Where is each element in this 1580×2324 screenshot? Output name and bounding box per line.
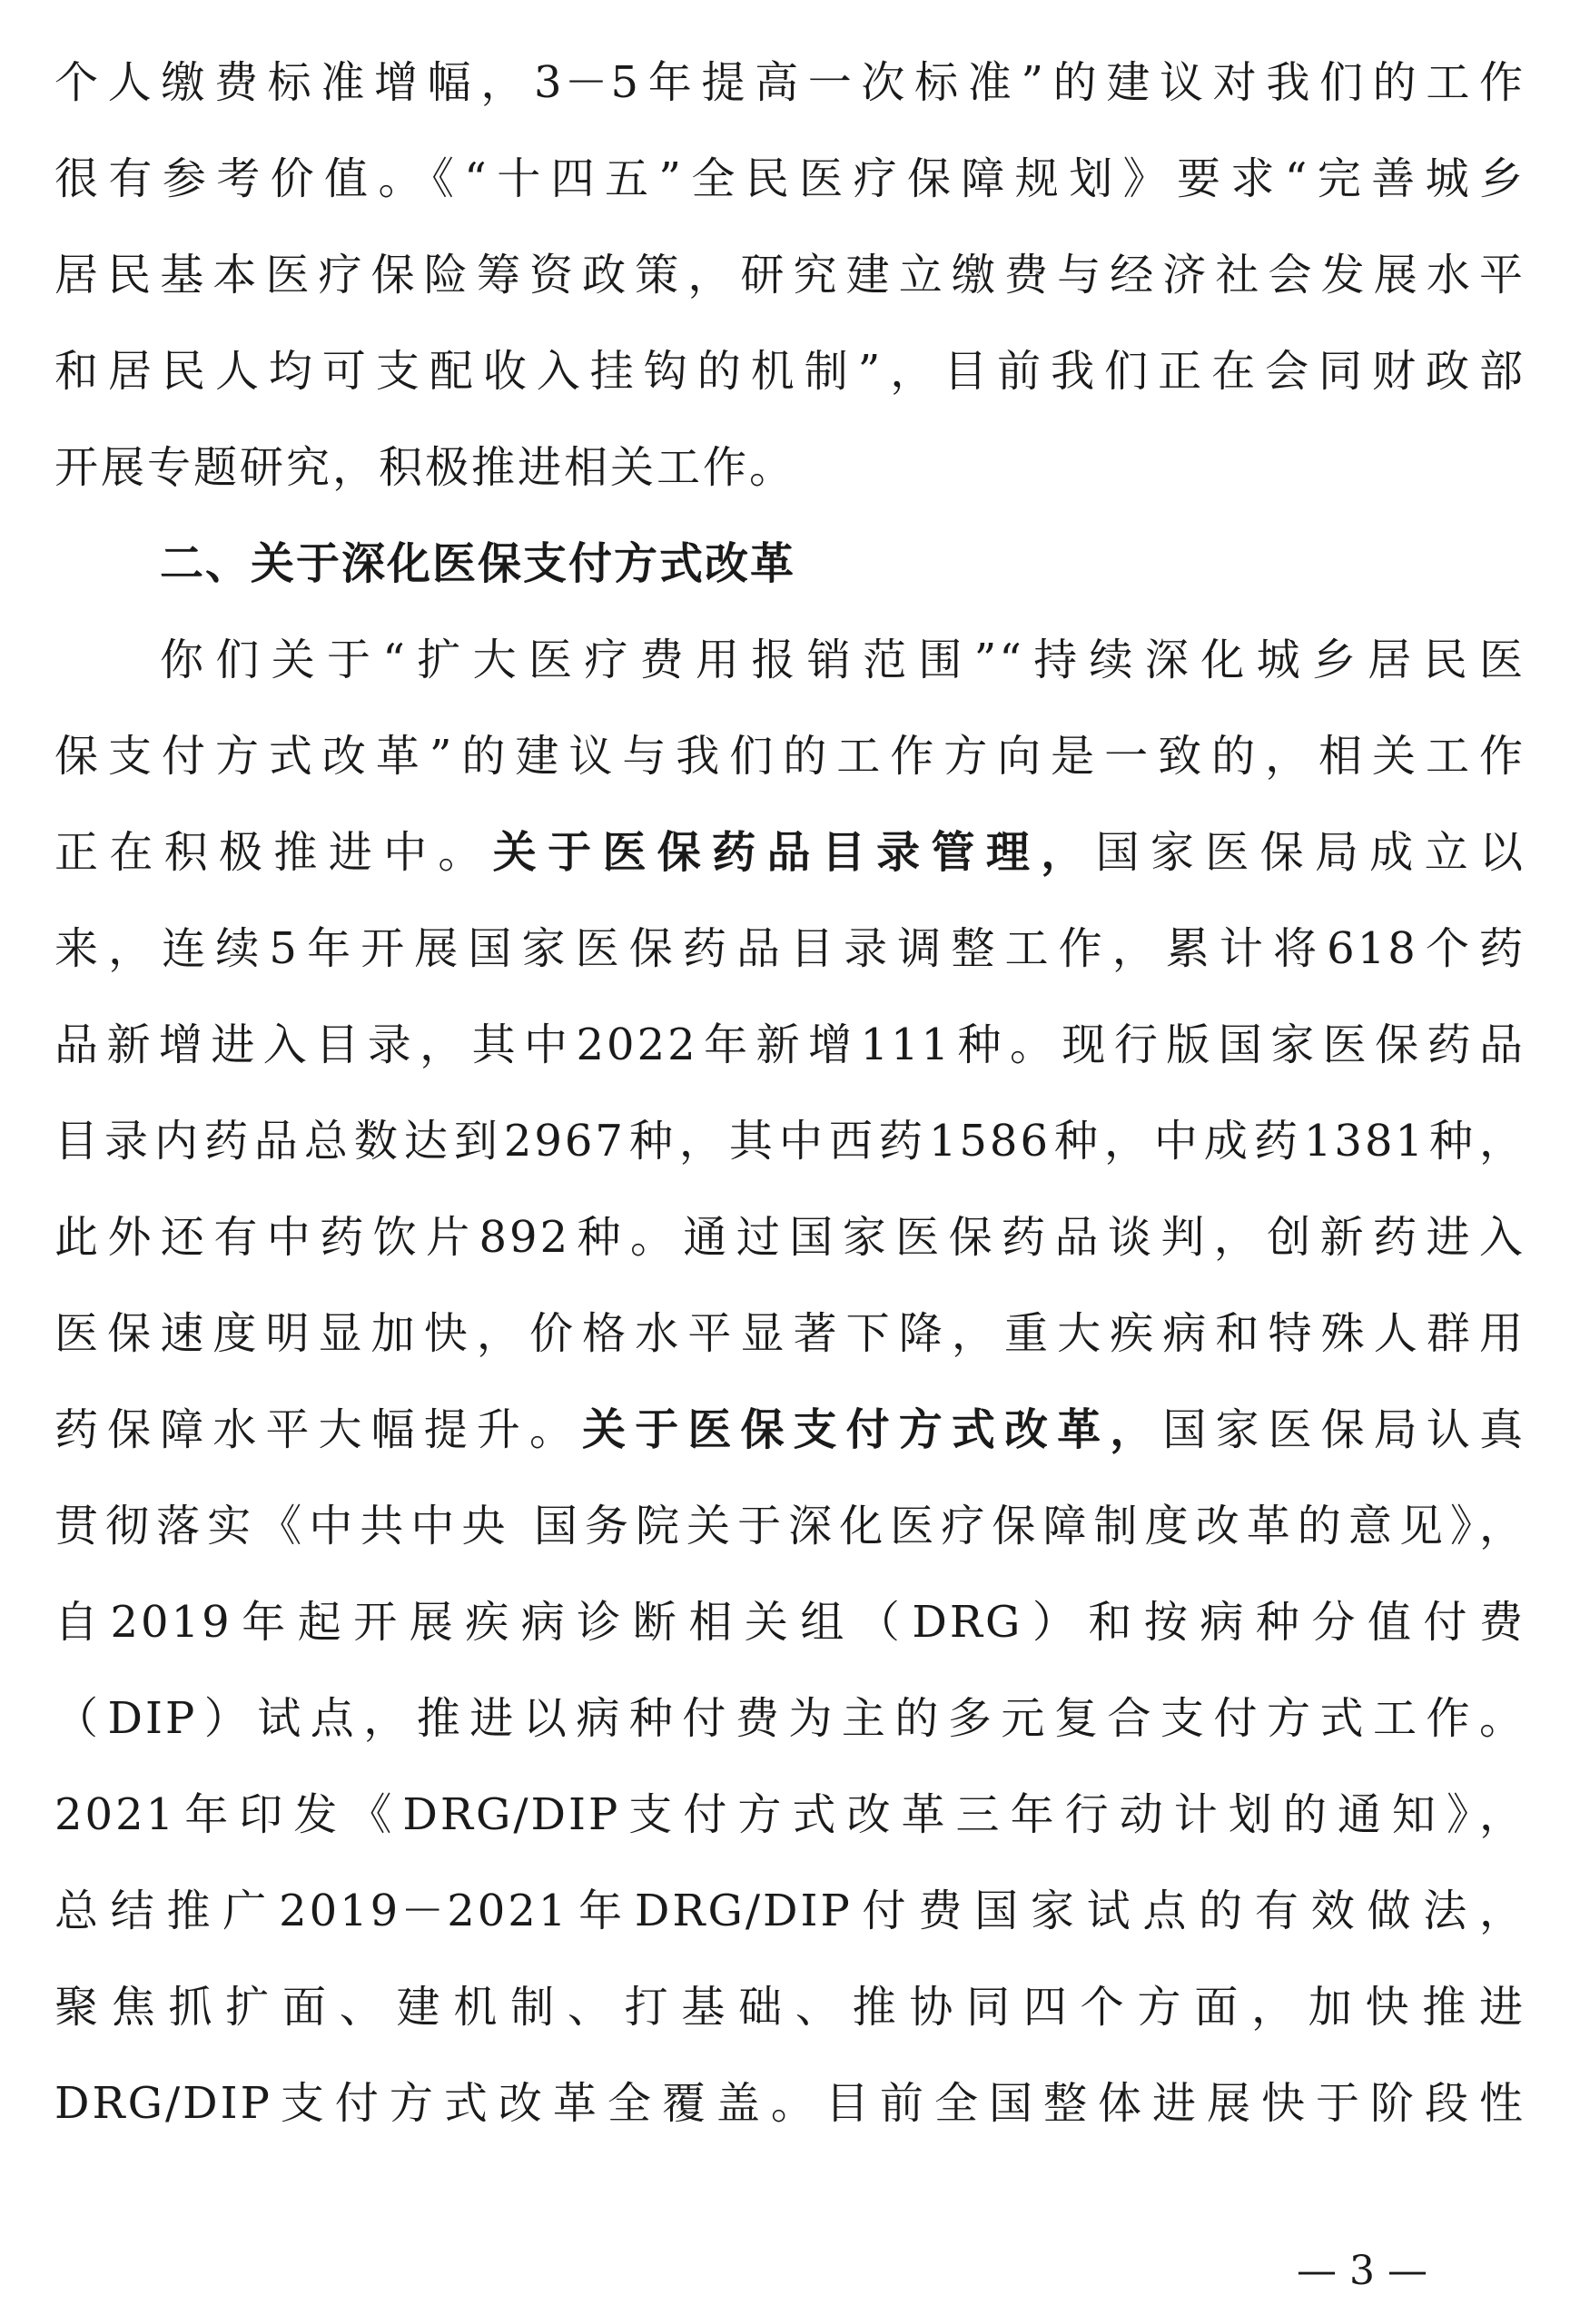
body-text: 药保障水平大幅提升。: [54, 1404, 583, 1455]
body-line: 自2019年起开展疾病诊断相关组（DRG）和按病种分值付费: [54, 1597, 1526, 1648]
body-line: DRG/DIP支付方式改革全覆盖。目前全国整体进展快于阶段性: [54, 2078, 1526, 2129]
body-line: 保支付方式改革”的建议与我们的工作方向是一致的，相关工作: [54, 731, 1526, 782]
body-text: 国家医保局认真: [1162, 1404, 1526, 1455]
body-text: 正在积极推进中。: [54, 827, 493, 878]
body-line: 聚焦抓扩面、建机制、打基础、推协同四个方面，加快推进: [54, 1982, 1526, 2033]
body-line: （DIP）试点，推进以病种付费为主的多元复合支付方式工作。: [54, 1693, 1526, 1744]
body-line: [54, 804, 1526, 901]
body-line: [54, 1382, 1526, 1478]
paragraph-first-line: 你们关于“扩大医疗费用报销范围”“持续深化城乡居民医: [160, 635, 1526, 685]
bold-inline-heading: 关于医保药品目录管理，: [492, 827, 1096, 878]
body-line: 贯彻落实《中共中央 国务院关于深化医疗保障制度改革的意见》，: [54, 1501, 1526, 1551]
bold-inline-heading: 关于医保支付方式改革，: [582, 1404, 1163, 1455]
body-line: 居民基本医疗保险筹资政策，研究建立缴费与经济社会发展水平: [54, 250, 1526, 300]
body-line: 此外还有中药饮片892种。通过国家医保药品谈判，创新药进入: [54, 1212, 1526, 1263]
body-line: 医保速度明显加快，价格水平显著下降，重大疾病和特殊人群用: [54, 1308, 1526, 1359]
body-text: 国家医保局成立以: [1095, 827, 1526, 878]
body-line: 总结推广2019－2021年DRG/DIP付费国家试点的有效做法，: [54, 1886, 1526, 1936]
body-line: 品新增进入目录，其中2022年新增111种。现行版国家医保药品: [54, 1019, 1526, 1070]
body-line: 个人缴费标准增幅，3－5年提高一次标准”的建议对我们的工作: [54, 57, 1526, 108]
body-line: 2021年印发《DRG/DIP支付方式改革三年行动计划的通知》，: [54, 1789, 1526, 1840]
body-line: 和居民人均可支配收入挂钩的机制”，目前我们正在会同财政部: [54, 346, 1526, 397]
body-line: 很有参考价值。《“十四五”全民医疗保障规划》要求“完善城乡: [54, 153, 1526, 204]
body-line: 开展专题研究，积极推进相关工作。: [54, 442, 796, 493]
section-heading: 二、关于深化医保支付方式改革: [160, 538, 796, 589]
body-line: 目录内药品总数达到2967种，其中西药1586种，中成药1381种，: [54, 1116, 1526, 1167]
page-number: — 3 —: [1297, 2248, 1427, 2294]
body-line: 来，连续5年开展国家医保药品目录调整工作，累计将618个药: [54, 923, 1526, 974]
